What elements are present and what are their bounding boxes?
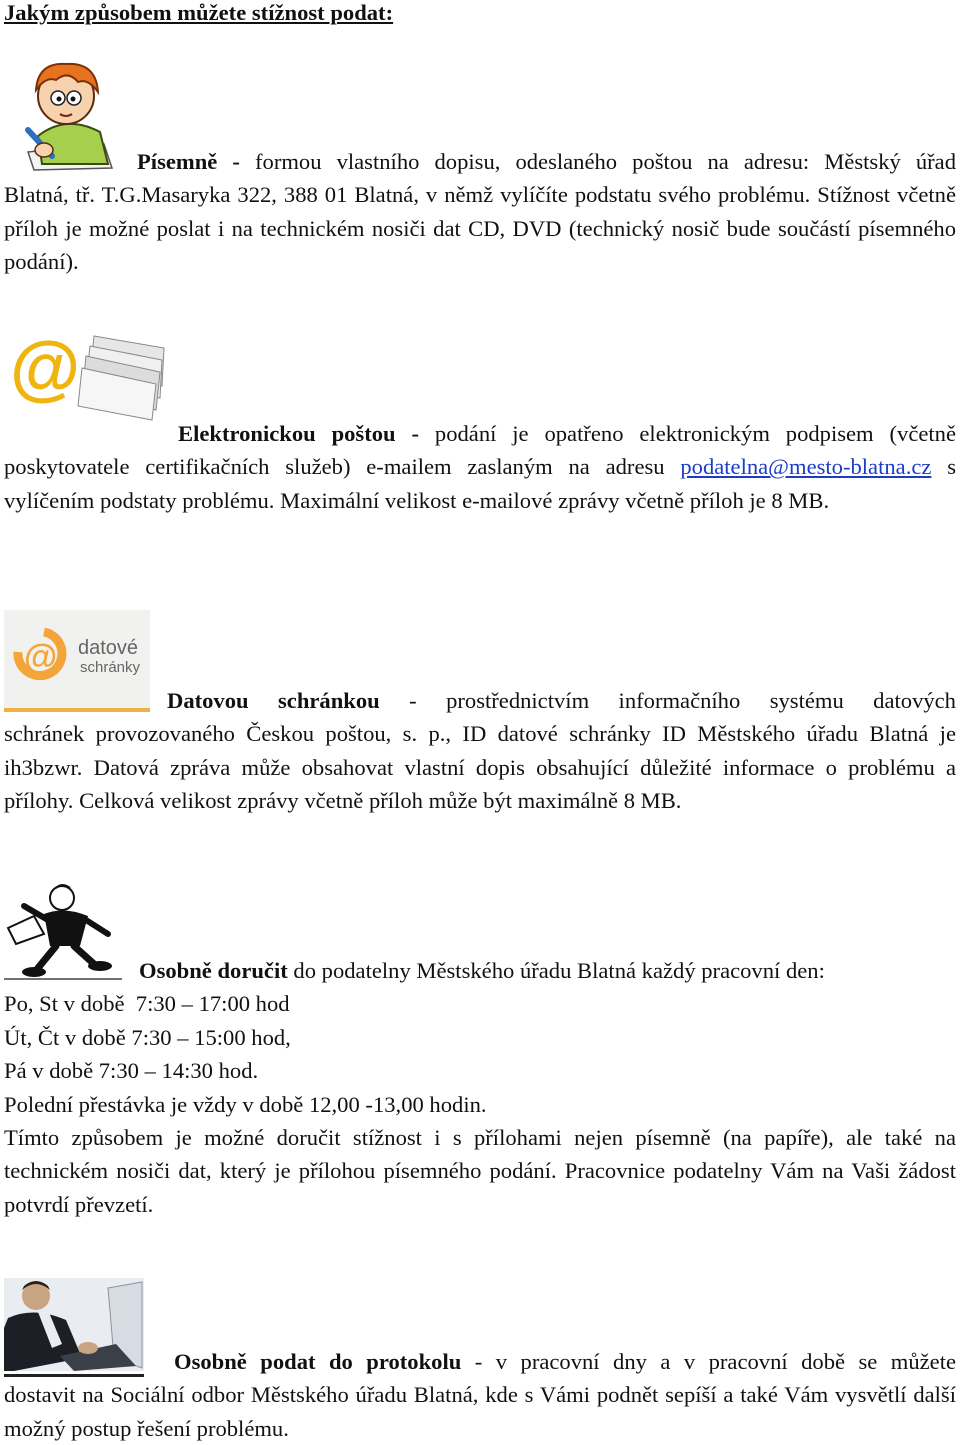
section-elektronicky-text: poskytovatele certifikačních služeb) e-mailem zaslaným na adresu podatelna@mesto-blatna.cz s vylíčením podstaty problému. Maximální velikost e-mailové zprávy včetně příloh je 8 MB. bbox=[4, 454, 956, 513]
section-protokol bbox=[4, 1345, 956, 1445]
section-datovka-text: schránek provozovaného Českou poštou, s. p., ID datové schránky ID Městského úřadu Blatná je ih3bzwr. Datová zpráva může obsahovat vlastní dopis obsahující důležité informace o problému a přílohy. Celková velikost zprávy včetně příloh může být maximálně 8 MB. bbox=[4, 721, 956, 814]
section-pisemne-text: Blatná, tř. T.G.Masaryka 322, 388 01 Blatná, v němž vylíčíte podstatu svého problému. Stížnost včetně příloh je možné poslat i na technickém nosiči dat CD, DVD (technický nosič bude součástí písemného podání). bbox=[4, 182, 956, 275]
section-datovka-first-line: Datovou schránkou - prostřednictvím informačního systému datových bbox=[167, 688, 956, 713]
section-protokol-lead: Osobně podat do protokolu bbox=[174, 1349, 462, 1374]
section-elektronicky bbox=[4, 417, 956, 517]
section-elektronicky-first-line: Elektronickou poštou - podání je opatřeno elektronickým podpisem (včetně bbox=[178, 421, 956, 446]
logo-line1: datové bbox=[78, 637, 139, 659]
section-osobne-lead: Osobně doručit bbox=[139, 958, 288, 983]
section-pisemne-first-line: Písemně - formou vlastního dopisu, odeslaného poštou na adresu: Městský úřad bbox=[137, 149, 956, 174]
section-osobne-text: Tímto způsobem je možné doručit stížnost i s přílohami nejen písemně (na papíře), ale také na technickém nosiči dat, který je přílohou písemného podání. Pracovnice podatelny Vám na Vaši žádost potvrdí převzetí. bbox=[4, 1125, 956, 1217]
svg-text:@: @ bbox=[24, 638, 58, 676]
section-elektronicky-lead: Elektronickou poštou - bbox=[178, 421, 420, 446]
section-osobne-first-line: Osobně doručit do podatelny Městského úřadu Blatná každý pracovní den: bbox=[139, 958, 825, 983]
svg-text:@: @ bbox=[10, 328, 81, 408]
email-link[interactable]: podatelna@mesto-blatna.cz bbox=[680, 454, 932, 480]
section-pisemne-lead: Písemně - bbox=[137, 149, 240, 174]
email-at-icon bbox=[6, 328, 166, 422]
logo-line2: schránky bbox=[80, 659, 141, 676]
section-pisemne bbox=[4, 145, 956, 279]
section-datovka-lead: Datovou schránkou bbox=[167, 688, 380, 713]
section-protokol-first-line: Osobně podat do protokolu - v pracovní dny a v pracovní době se můžete bbox=[174, 1349, 957, 1374]
lunch-break-line: Polední přestávka je vždy v době 12,00 -13,00 hodin. bbox=[4, 1091, 487, 1117]
hours-line-3: Pá v době 7:30 – 14:30 hod. bbox=[4, 1058, 259, 1084]
hours-line-1: Po, St v době 7:30 – 17:00 hod bbox=[4, 991, 290, 1017]
section-datovka bbox=[4, 684, 956, 818]
page-heading: Jakým způsobem můžete stížnost podat: bbox=[4, 0, 394, 25]
section-osobne bbox=[4, 954, 956, 1221]
section-protokol-text: dostavit na Sociální odbor Městského úřadu Blatná, kde s Vámi podnět sepíší a také Vám vysvětlí další možný postup řešení problému. bbox=[4, 1382, 956, 1441]
hours-line-2: Út, Čt v době 7:30 – 15:00 hod, bbox=[4, 1024, 291, 1050]
